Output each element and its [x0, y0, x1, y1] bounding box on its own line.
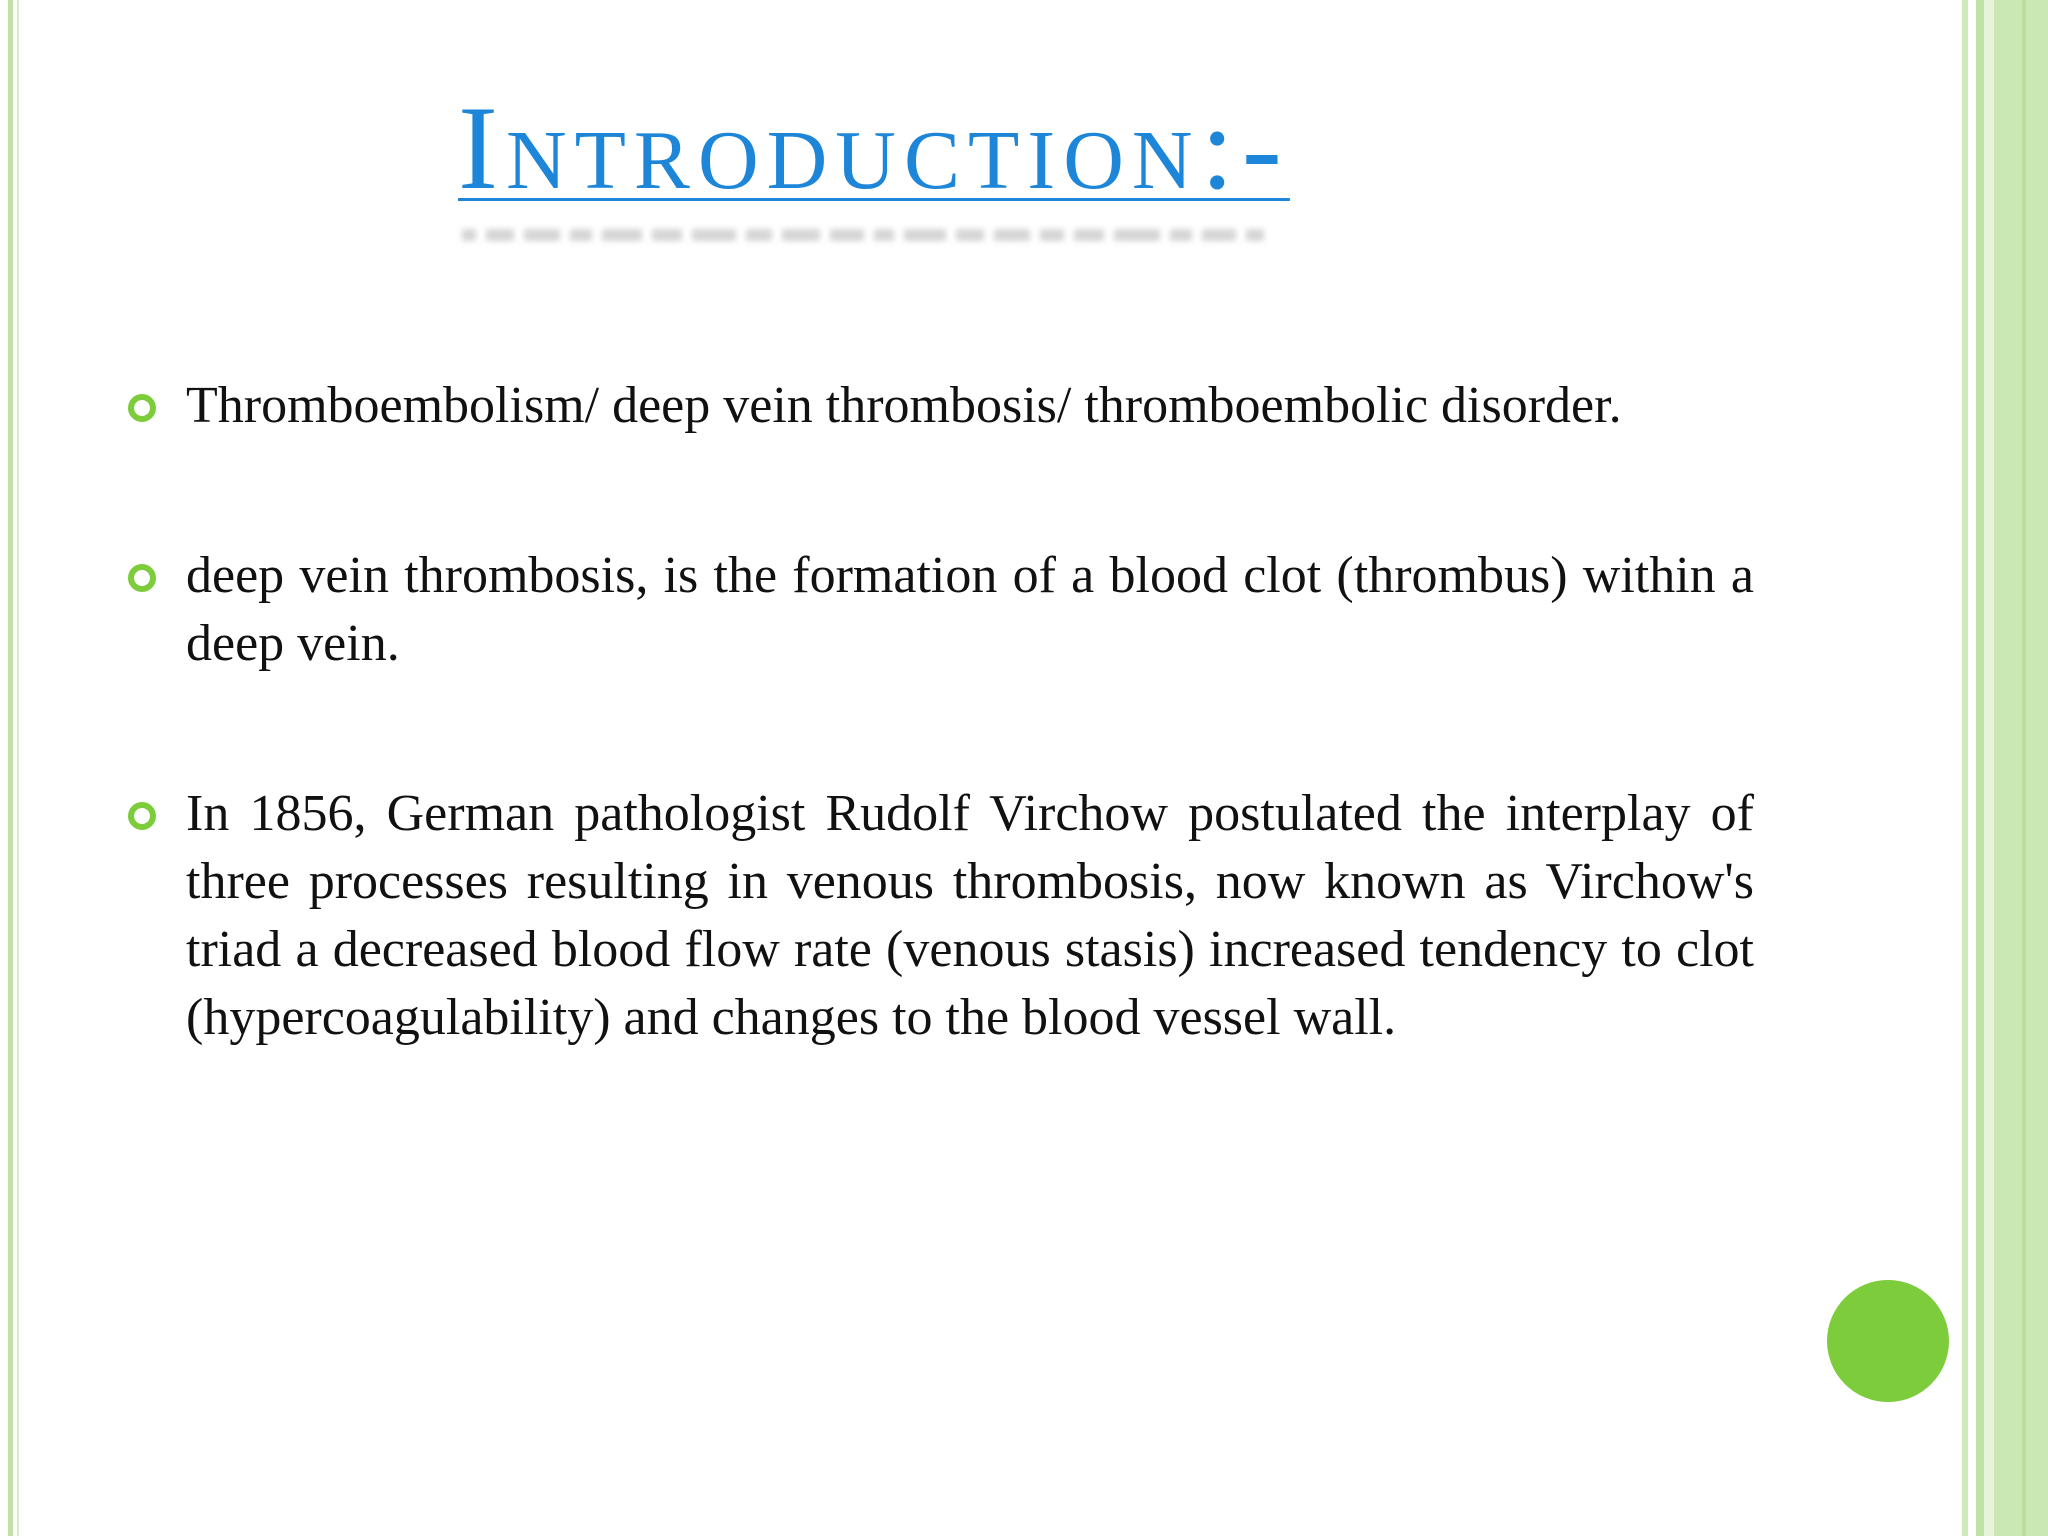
ring-bullet-icon: [128, 802, 156, 830]
bullet-text: deep vein thrombosis, is the formation of a blood clot (thrombus) within a deep vein.: [186, 547, 1754, 672]
bullet-text: In 1856, German pathologist Rudolf Virchow postulated the interplay of three processes resulting in venous thrombosis, now known as Virchow's triad a decreased blood flow rate (venous stasis) increased tendency to clot (hypercoagulability) and changes to the blood vessel wall.: [186, 785, 1754, 1046]
bullet-item: [186, 542, 1754, 678]
ring-bullet-icon: [128, 564, 156, 592]
green-circle-nav-button[interactable]: [1827, 1280, 1949, 1402]
slide-title: Introduction:-: [458, 81, 1290, 214]
bullet-text: Thromboembolism/ deep vein thrombosis/ thromboembolic disorder.: [186, 377, 1622, 434]
bullet-item: [186, 780, 1754, 1052]
bullet-item: [186, 372, 1754, 440]
ring-bullet-icon: [128, 394, 156, 422]
